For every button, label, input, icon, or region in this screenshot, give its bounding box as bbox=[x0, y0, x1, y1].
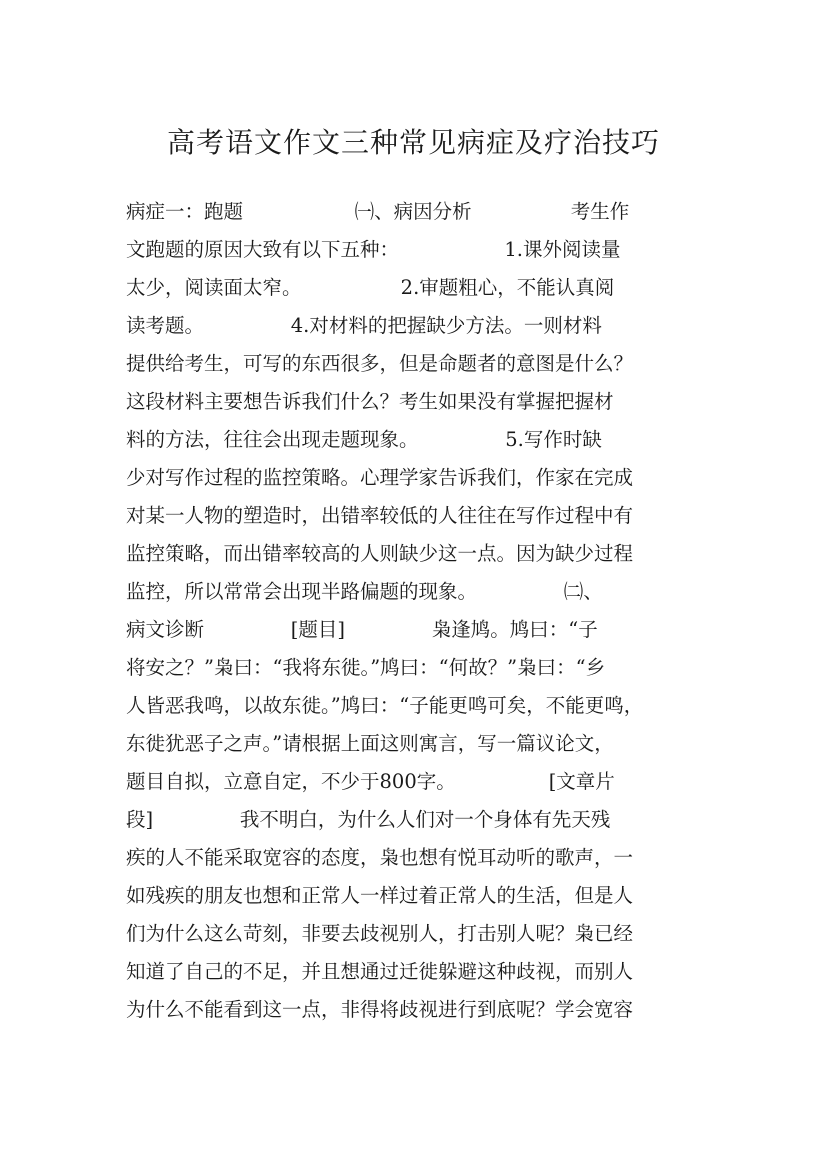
text-line: 为什么不能看到这一点，非得将歧视进行到底呢？学会宽容 bbox=[126, 998, 634, 1021]
text-line: 料的方法，往往会出现走题现象。 5.写作时缺 bbox=[126, 428, 602, 451]
text-line: 疾的人不能采取宽容的态度，枭也想有悦耳动听的歌声，一 bbox=[126, 846, 634, 869]
text-line: 文跑题的原因大致有以下五种： 1.课外阅读量 bbox=[126, 238, 621, 261]
text-line: 病症一：跑题 ㈠、病因分析 考生作 bbox=[126, 200, 630, 223]
text-line: 们为什么这么苛刻，非要去歧视别人，打击别人呢？枭已经 bbox=[126, 922, 634, 945]
text-line: 少对写作过程的监控策略。心理学家告诉我们，作家在完成 bbox=[126, 466, 634, 489]
text-line: 这段材料主要想告诉我们什么？考生如果没有掌握把握材 bbox=[126, 390, 614, 413]
text-line: 如残疾的朋友也想和正常人一样过着正常人的生活，但是人 bbox=[126, 884, 634, 907]
text-line: 题目自拟，立意自定，不少于800字。 [文章片 bbox=[126, 770, 615, 793]
document-title: 高考语文作文三种常见病症及疗治技巧 bbox=[166, 125, 660, 159]
text-line: 监控策略，而出错率较高的人则缺少这一点。因为缺少过程 bbox=[126, 542, 634, 565]
text-line: 提供给考生，可写的东西很多，但是命题者的意图是什么？ bbox=[126, 352, 634, 375]
text-line: 太少，阅读面太窄。 2.审题粗心，不能认真阅 bbox=[126, 276, 615, 299]
text-line: 人皆恶我鸣，以故东徙。”鸠曰：“子能更鸣可矣，不能更鸣， bbox=[126, 694, 644, 717]
text-line: 病文诊断 [题目] 枭逢鸠。鸠曰：“子 bbox=[126, 618, 598, 641]
text-line: 监控，所以常常会出现半路偏题的现象。 ㈡、 bbox=[126, 580, 603, 603]
text-line: 东徙犹恶子之声。”请根据上面这则寓言，写一篇议论文， bbox=[126, 732, 614, 755]
text-line: 段] 我不明白，为什么人们对一个身体有先天残 bbox=[126, 808, 611, 831]
text-line: 读考题。 4.对材料的把握缺少方法。一则材料 bbox=[126, 314, 602, 337]
text-line: 知道了自己的不足，并且想通过迁徙躲避这种歧视，而别人 bbox=[126, 960, 634, 983]
document-body bbox=[126, 193, 706, 1029]
text-line: 对某一人物的塑造时，出错率较低的人往往在写作过程中有 bbox=[126, 504, 634, 527]
text-line: 将安之？”枭曰：“我将东徙。”鸠曰：“何故？”枭曰：“乡 bbox=[126, 656, 606, 679]
